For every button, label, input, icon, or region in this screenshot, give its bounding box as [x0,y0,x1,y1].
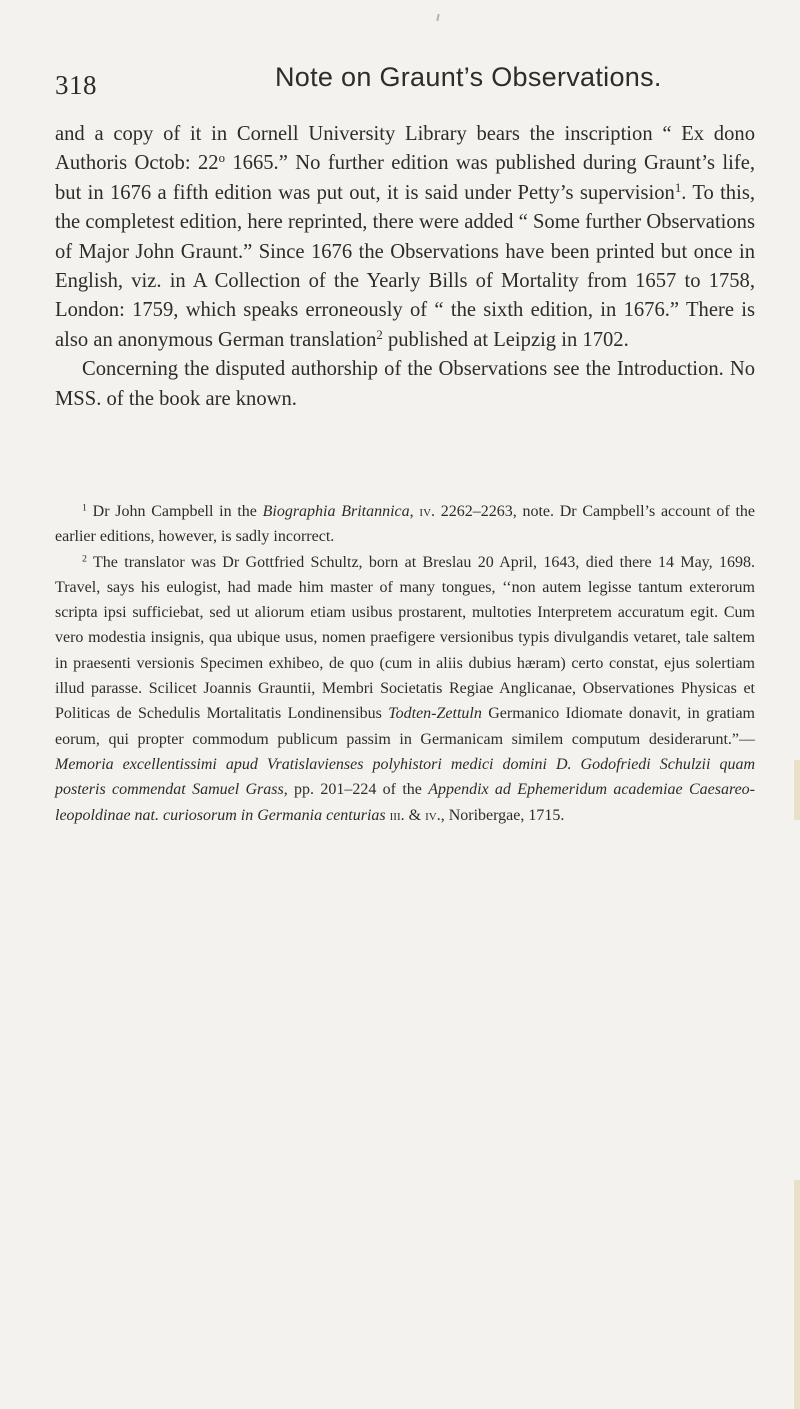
footnote-1: $^1$ Dr John Campbell in the Biographia Britannica, iv. 2262–2263, note. Dr Campbell’s account of the earlier editions, however, is sadly incorrect. [55,502,756,546]
footnote-marker-2: 2 [82,553,87,565]
footnotes [55,499,755,828]
page-header [55,62,755,112]
footnote-ref-2: 2 [376,327,383,342]
footnote-2: $^2$ The translator was Dr Gottfried Schultz, born at Breslau 20 April, 1643, died there 14 May, 1698. Travel, says his eulogist, had made him master of many tongues, ‘‘non autem legisse tantum exterorum scripta ipsi sufficiebat, sed ut aliorum etiam usibus prostarent, multoties Interpretem accuratum egit. Cum vero modestia insignis, qua ubique usus, nomen praefigere versionibus typis divulgandis vetaret, tale saltem in praesenti versionis Specimen exhibeo, de quo (cum in aliis dubius hæram) certo constat, ejus solertiam illud parasse. Scilicet Joannis Grauntii, Membri Societatis Regiae Anglicanae, Observationes Physicas et Politicas de Schedulis Mortalitatis Londinensibus Todten-Zettuln Germanico Idiomate donavit, in gratiam eorum, qui propter commodum publicum passim in Germanicam similem computum desiderarunt.”—Memoria excellentissimi apud Vratislavienses polyhistori medici domini D. Godofriedi Schulzii quam posteris commendat Samuel Grass, pp. 201–224 of the Appendix ad Ephemeridum academiae Caesareo-leopoldinae nat. curiosorum in Germania centurias iii. & iv., Noribergae, 1715. [55,553,756,824]
paragraph-editions: and a copy of it in Cornell University Library bears the inscription “ Ex dono Authoris Octob: 22$^o$ 1665.” No further edition was published during Graunt’s life, but in 1676 a fifth edition was put out, it is said under Petty’s supervision$^1$. To this, the completest edition, here reprinted, there were added “ Some further Observations of Major John Graunt.” Since 1676 the Observations have been printed but once in English, viz. in A Collection of the Yearly Bills of Mortality from 1657 to 1758, London: 1759, which speaks erroneously of “ the sixth edition, in 1676.” There is also an anonymous German translation$^2$ published at Leipzig in 1702. [55,123,755,351]
title-biographia: Biographia Britannica [262,503,410,520]
title-appendix: Appendix ad Ephemeridum academiae Caesareo-leopoldinae nat. curiosorum in Germania centurias [55,781,756,824]
paragraph-authorship: Concerning the disputed authorship of the Observations see the Introduction. No MSS. of the book are known. [55,358,755,410]
page-edge-stain [794,760,800,820]
page-number: 318 [55,70,97,100]
running-title: Note on Graunt’s Observations. [275,62,662,92]
title-memoria: Memoria excellentissimi apud Vratislavienses polyhistori medici domini D. Godofriedi Schulzii quam posteris commendat Samuel Grass [55,755,755,799]
term-todten-zettuln: Todten-Zettuln [388,705,482,723]
page-edge-stain [794,1180,800,1409]
footnote-ref-1: 1 [674,180,682,195]
stray-ink-mark [436,14,439,21]
main-text [55,120,755,414]
footnote-marker-1: 1 [82,502,87,514]
degree-superscript: o [218,151,225,166]
